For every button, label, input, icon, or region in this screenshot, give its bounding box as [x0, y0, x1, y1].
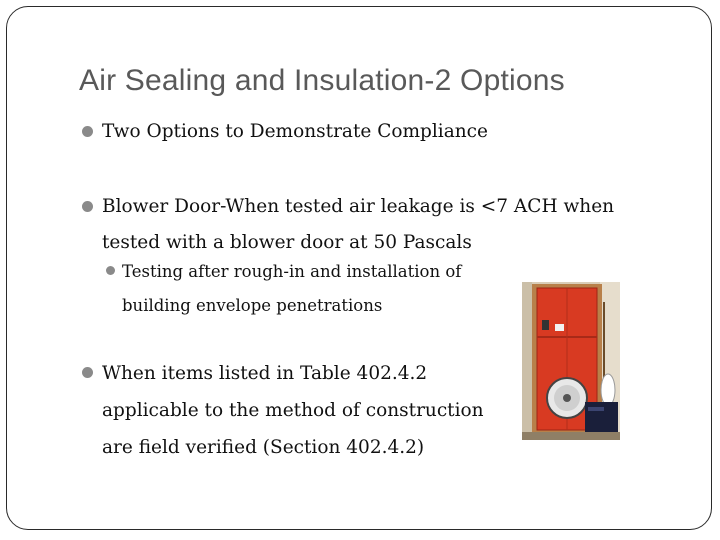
- bullet-two-options: [102, 114, 488, 150]
- bullet-line: applicable to the method of construction: [102, 400, 484, 421]
- bullet-line: are field verified (Section 402.4.2): [102, 437, 425, 458]
- bullet-line: Two Options to Demonstrate Compliance: [102, 121, 488, 142]
- sub-bullet-testing: [122, 255, 461, 323]
- bullet-line: building envelope penetrations: [122, 296, 383, 315]
- slide-title: Air Sealing and Insulation-2 Options: [79, 64, 565, 97]
- bullet-field-verified: [102, 355, 484, 466]
- blower-door-photo: [522, 282, 620, 440]
- bullet-line: Blower Door-When tested air leakage is <7 ACH when: [102, 196, 615, 217]
- bullet-dot-icon: [82, 126, 93, 137]
- bullet-line: tested with a blower door at 50 Pascals: [102, 232, 472, 253]
- bullet-dot-icon: [82, 201, 93, 212]
- bullet-blower-door: [102, 189, 614, 261]
- bullet-dot-icon: [82, 367, 93, 378]
- bullet-line: When items listed in Table 402.4.2: [102, 363, 428, 384]
- bullet-dot-icon: [106, 266, 115, 275]
- gauge: [542, 320, 549, 330]
- bullet-line: Testing after rough-in and installation of: [122, 262, 462, 281]
